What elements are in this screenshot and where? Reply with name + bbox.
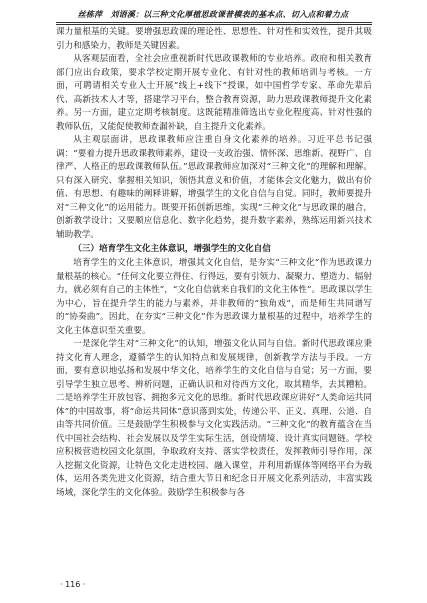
- paragraph-continuation: 课力量根基的关键。要增强思政课的理论性、思想性、针对性和实效性，提升其吸引力和感染力，教师是关键因素。: [56, 27, 372, 51]
- section-heading: （三）培育学生文化主体意识，增强学生的文化自信: [73, 244, 271, 254]
- paragraph-subjective-level: 从主观层面讲，思政课教师应注重自身文化素养的培养。习近平总书记强调：“要着力提升思政课教师素养，建设一支政治强、情怀深、思维新、视野广、自律严、人格正的思政课教师队伍。”思政课教师应加深对“三种文化”的理解和理解。只有深入研究、掌握相关知识，领悟其意义和价值，才能体会文化魅力，做出有价值、有思想、有趣味的阐释讲解，增强学生的文化自信与自觉。同时，教师要提升对“三种文化”的运用能力。既要开拓创新思维，实现“三种文化”与思政课的融合，创新教学设计；又要顺应信息化、数字化趋势，提升数字素养，熟练运用新兴技术辅助教学。: [56, 135, 372, 240]
- paragraph-objective-level: 从客观层面看，全社会应重视新时代思政课教师的专业培养。政府和相关教育部门应出台政策，要求学校定期开展专业化、有针对性的教师培训与考核。一方面，可聘请相关专业人士开展“线上+线下”授课，如中国哲学专家、革命先辈后代、高新技术人才等，搭建学习平台，整合教育资源，助力思政课教师提升文化素养。另一方面，建立定期考核制度。这既能精准筛选出专业化程度高、针对性强的教师队伍，又能促使教师查漏补缺，自主提升文化素养。: [56, 54, 372, 132]
- header-rule-bottom: [56, 24, 372, 25]
- paragraph-cultural-subjectivity: 培育学生的文化主体意识，增强其文化自信，是夯实“三种文化”作为思政课力量根基的核心。“任何文化要立得住、行得远，要有引领力、凝聚力、塑造力、辐射力，就必须有自己的主体性”，“文化自信就来自我们的文化主体性”。思政课以学生为中心，旨在提升学生的能力与素养，并非教师的“独角戏”，而是师生共同谱写的“协奏曲”。因此，在夯实“三种文化”作为思政课力量根基的过程中，培养学生的文化主体意识至关重要。: [56, 258, 372, 336]
- running-head: 丝栋萍 刘语溪：以三种文化厚植思政课普模表的基本点、切入点和着力点: [77, 9, 349, 19]
- paragraph-three-measures: 一是深化学生对“三种文化”的认知，增强文化认同与自信。新时代思政课应秉持文化育人理念，遵循学生的认知特点和发展规律，创新教学方法与手段。一方面，要有意识地弘扬和发展中华文化，培养学生的文化自信与自觉；另一方面，要引导学生独立思考、辨析问题，正确认识和对待西方文化，取其精华，去其糟粕。二是培养学生开放包容、拥抱多元文化的思维。新时代思政课应讲好“人类命运共同体”的中国故事，将“命运共同体”意识落到实处，传递公平、正义、真理、公道、自由等共同价值。三是鼓励学生积极参与文化实践活动。“三种文化”的教育蕴含在当代中国社会结构、社会发展以及学生实际生活，创设情境、设计真实问题链。学校应积极营造校园文化氛围，争取政府支持、落实学校责任，发挥教师引导作用，深入挖掘文化资源，让特色文化走进校园、融入课堂，并利用新媒体等网络平台为载体，运用各类先进文化资源，结合重大节日和纪念日开展文化系列活动，丰富实践场域，深化学生的文化体验。鼓励学生积极参与各: [56, 339, 372, 498]
- page-number: · 116 ·: [60, 580, 86, 589]
- header-rule-top: [56, 22, 372, 23]
- body-text: [56, 26, 372, 500]
